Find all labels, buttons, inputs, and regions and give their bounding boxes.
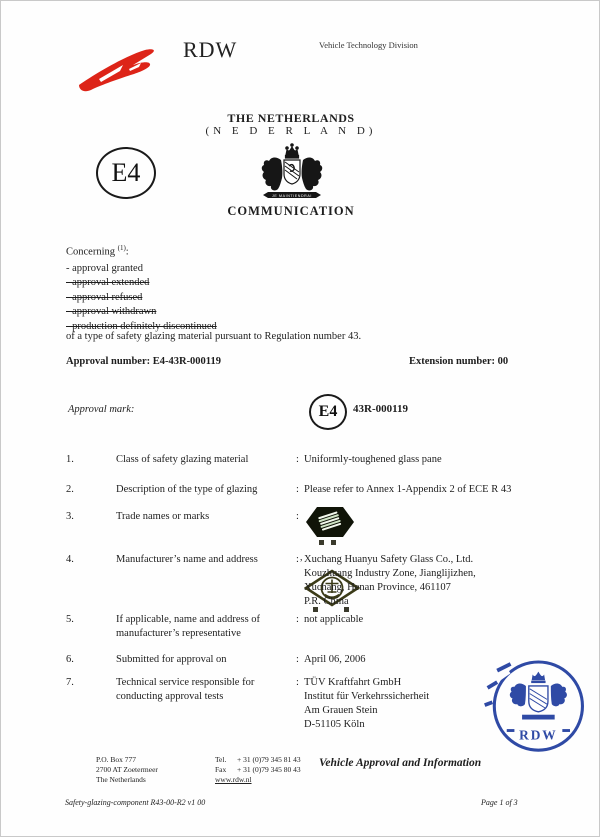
item-value: D-51105 Köln xyxy=(304,719,365,730)
item-row-class: 1. Class of safety glazing material : Uniformly-toughened glass pane xyxy=(66,453,541,467)
e4-mark-small-text: E4 xyxy=(318,403,338,420)
item-value: Uniformly-toughened glass pane xyxy=(304,454,442,465)
division-label: Vehicle Technology Division xyxy=(319,40,418,50)
item-row-submitted: 6. Submitted for approval on : April 06, 2006 xyxy=(66,653,541,667)
rdw-stamp-icon xyxy=(478,655,593,761)
fax-number: + 31 (0)79 345 80 43 xyxy=(237,765,301,774)
item-number: 7. xyxy=(66,677,74,688)
item-value: Please refer to Annex 1-Appendix 2 of ECE R 43 xyxy=(304,484,512,495)
item-label: If applicable, name and address of xyxy=(116,614,261,625)
e4-mark-large xyxy=(96,147,156,199)
extension-number: Extension number: 00 xyxy=(409,356,509,367)
item-value: Xuchang Huanyu Safety Glass Co., Ltd. xyxy=(304,554,474,565)
e4-mark-small xyxy=(309,394,347,430)
country-title-dutch: (N E D E R L A N D) xyxy=(205,125,377,137)
item-number: 5. xyxy=(66,614,74,625)
logo-separator: , xyxy=(300,552,303,563)
footnote-ref: (1) xyxy=(117,244,126,252)
item-row-trade-marks: 3. Trade names or marks : , xyxy=(66,510,541,618)
concerning-closing: of a type of safety glazing material pursuant to Regulation number 43. xyxy=(66,331,362,342)
item-value: Institut für Verkehrssicherheit xyxy=(304,691,430,702)
coat-of-arms-motto: JE MAINTIENDRAI xyxy=(272,193,312,198)
item-row-manufacturer: 4. Manufacturer’s name and address : Xuchang Huanyu Safety Glass Co., Ltd. Kouzhuang Industry Zone, Jianglijizhen, Xuchang, Henan Province, 461107 P.R. China xyxy=(66,553,541,609)
hexagon-glass-logo-icon xyxy=(304,504,356,546)
item-row-representative: 5. If applicable, name and address of manufacturer’s representative : not applicable xyxy=(66,613,541,641)
concerning-options xyxy=(66,262,217,334)
page-number: Page 1 of 3 xyxy=(481,798,518,807)
option-production-discontinued: - production definitely discontinued xyxy=(66,320,217,332)
stamp-text: RDW xyxy=(519,727,558,743)
item-number: 6. xyxy=(66,654,74,665)
netherlands-coat-of-arms-icon xyxy=(254,142,330,204)
approval-number: Approval number: E4-43R-000119 xyxy=(66,356,221,367)
footer-address: P.O. Box 777 2700 AT Zoetermeer The Netherlands xyxy=(96,755,158,784)
rdw-logo-icon xyxy=(77,41,169,93)
e4-mark-large-text: E4 xyxy=(111,158,141,187)
item-row-description: 2. Description of the type of glazing : Please refer to Annex 1-Appendix 2 of ECE R 43 xyxy=(66,483,541,497)
item-number: 1. xyxy=(66,454,74,465)
item-value: TÜV Kraftfahrt GmbH xyxy=(304,677,402,688)
item-number: 3. xyxy=(66,511,74,522)
option-approval-refused: - approval refused xyxy=(66,291,143,303)
item-value: Xuchang, Henan Province, 461107 xyxy=(304,582,451,593)
item-label: Trade names or marks xyxy=(116,511,210,522)
item-label: Manufacturer’s name and address xyxy=(116,554,258,565)
item-label: Class of safety glazing material xyxy=(116,454,249,465)
item-value: not applicable xyxy=(304,614,364,625)
footer-contact: Tel. + 31 (0)79 345 81 43 Fax + 31 (0)79 345 80 43 www.rdw.nl xyxy=(215,755,301,784)
approval-mark-label: Approval mark: xyxy=(68,404,135,415)
phone-number: + 31 (0)79 345 81 43 xyxy=(237,755,301,764)
option-approval-granted: - approval granted xyxy=(66,263,143,274)
item-row-technical-service: 7. Technical service responsible for conducting approval tests : TÜV Kraftfahrt GmbH Institut für Verkehrssicherheit Am Grauen Stein D-51105 Köln xyxy=(66,676,541,732)
country-title: THE NETHERLANDS xyxy=(227,111,355,125)
item-value: Am Grauen Stein xyxy=(304,705,378,716)
item-value: P.R. China xyxy=(304,596,349,607)
item-label: Technical service responsible for xyxy=(116,677,255,688)
document-reference: Safety-glazing-component R43-00-R2 v1 00 xyxy=(65,798,206,807)
brand-wordmark: RDW xyxy=(183,37,238,62)
item-label: conducting approval tests xyxy=(116,691,224,702)
item-value: Kouzhuang Industry Zone, Jianglijizhen, xyxy=(304,568,476,579)
item-number: 4. xyxy=(66,554,74,565)
item-label: manufacturer’s representative xyxy=(116,628,241,639)
item-label: Submitted for approval on xyxy=(116,654,227,665)
footer-department: Vehicle Approval and Information xyxy=(319,757,482,769)
option-approval-extended: - approval extended xyxy=(66,277,150,289)
concerning-label: Concerning $^{(1)}$: xyxy=(66,244,129,258)
approval-mark-number: 43R-000119 xyxy=(353,403,408,415)
item-value: April 06, 2006 xyxy=(304,654,366,665)
option-approval-withdrawn: - approval withdrawn xyxy=(66,306,157,318)
item-label: Description of the type of glazing xyxy=(116,484,258,495)
item-number: 2. xyxy=(66,484,74,495)
doc-type-title: COMMUNICATION xyxy=(227,204,355,218)
website-link[interactable]: www.rdw.nl xyxy=(215,775,252,784)
